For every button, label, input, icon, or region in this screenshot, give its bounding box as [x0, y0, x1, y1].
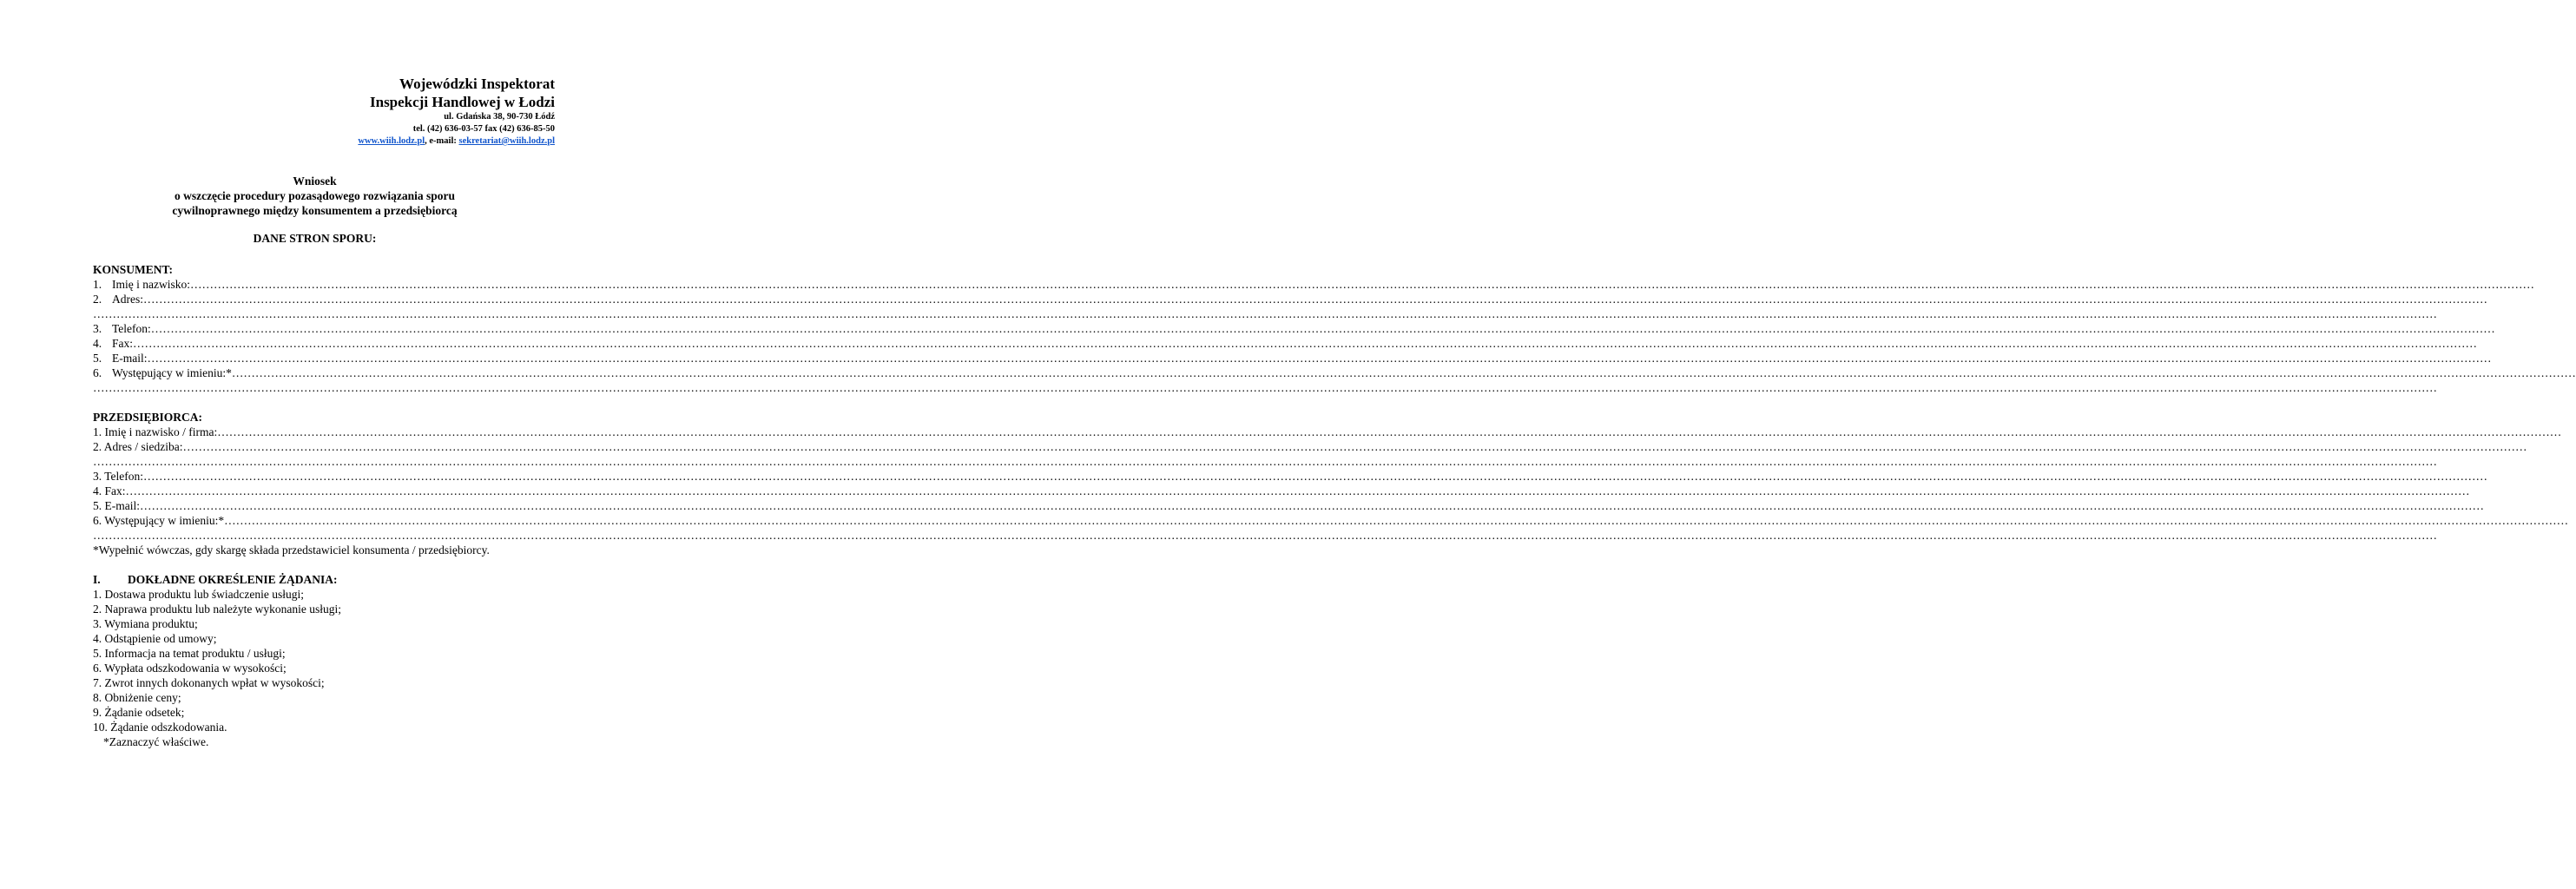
email-label: , e-mail: — [425, 136, 459, 146]
field-number: 6. — [93, 366, 102, 379]
form-body — [93, 262, 2576, 749]
demand-item: 5. Informacja na temat produktu / usługi; — [93, 647, 286, 660]
org-name-line1: Wojewódzki Inspektorat — [399, 76, 555, 92]
field-fill-line[interactable]: …………………………………………………………………………………………………………………………………………………………………………………………………………………………………………………………………………………………………………………………………………………………………………………………………………………………………………………………………………………………………………………………………………………… — [143, 293, 2487, 306]
field-label: Adres: — [112, 293, 143, 306]
demand-item: 4. Odstąpienie od umowy; — [93, 632, 217, 645]
field-number: 4. — [93, 337, 102, 350]
form-field-row[interactable] — [93, 498, 2484, 513]
form-field-row[interactable] — [93, 528, 2437, 543]
document-title — [0, 174, 629, 218]
field-fill-line[interactable]: …………………………………………………………………………………………………………………………………………………………………………………………………………………………………………………………………………………………………………………………………………………………………………………………………………………………………………………………………………………………………………………………………………………… — [93, 381, 2437, 394]
field-label: 2. Adres / siedziba: — [93, 440, 183, 453]
demand-item: 3. Wymiana produktu; — [93, 617, 198, 630]
field-label: Fax: — [112, 337, 134, 350]
field-label: 5. E-mail: — [93, 499, 140, 512]
field-number: 5. — [93, 352, 102, 365]
field-number: 3. — [93, 322, 102, 335]
field-label: 4. Fax: — [93, 484, 126, 497]
letterhead — [358, 75, 555, 148]
org-name-line2: Inspekcji Handlowej w Łodzi — [370, 94, 555, 110]
field-fill-line[interactable]: …………………………………………………………………………………………………………………………………………………………………………………………………………………………………………………………………………………………………………………………………………………………………………………………………………………………………………………………………………………………………………………………………………………… — [143, 470, 2488, 483]
field-label: E-mail: — [112, 352, 148, 365]
demand-item: 6. Wypłata odszkodowania w wysokości; — [93, 662, 287, 675]
consumer-heading: KONSUMENT: — [93, 263, 174, 276]
demands-heading-text: DOKŁADNE OKREŚLENIE ŻĄDANIA: — [128, 573, 338, 586]
demand-item: 10. Żądanie odszkodowania. — [93, 721, 227, 734]
form-field-row[interactable] — [93, 351, 2492, 365]
demand-list — [93, 587, 557, 734]
consumer-fields — [93, 277, 2576, 395]
section-title: DANE STRON SPORU: — [253, 232, 377, 245]
demand-item: 7. Zwrot innych dokonanych wpłat w wysokości; — [93, 676, 325, 689]
field-label: Występujący w imieniu:* — [112, 366, 232, 379]
field-fill-line[interactable]: …………………………………………………………………………………………………………………………………………………………………………………………………………………………………………………………………………………………………………………………………………………………………………………………………………………………………………………………………………………………………………………………………………………… — [93, 307, 2437, 320]
form-field-row[interactable] — [93, 277, 2534, 292]
field-fill-line[interactable]: …………………………………………………………………………………………………………………………………………………………………………………………………………………………………………………………………………………………………………………………………………………………………………………………………………………………………………………………………………………………………………………………………………………… — [150, 322, 2495, 335]
field-fill-line[interactable]: …………………………………………………………………………………………………………………………………………………………………………………………………………………………………………………………………………………………………………………………………………………………………………………………………………………………………………………………………………………………………………………………………………………… — [231, 366, 2576, 379]
demand-item: 8. Obniżenie ceny; — [93, 691, 181, 704]
field-fill-line[interactable]: …………………………………………………………………………………………………………………………………………………………………………………………………………………………………………………………………………………………………………………………………………………………………………………………………………………………………………………………………………………………………………………………………………………… — [189, 278, 2534, 291]
form-field-row[interactable] — [93, 439, 2527, 454]
demands-roman: I. — [93, 573, 101, 586]
field-label: 6. Występujący w imieniu:* — [93, 514, 225, 527]
form-field-row[interactable] — [93, 380, 2437, 395]
field-number: 2. — [93, 293, 102, 306]
field-fill-line[interactable]: …………………………………………………………………………………………………………………………………………………………………………………………………………………………………………………………………………………………………………………………………………………………………………………………………………………………………………………………………………………………………………………………………………………… — [140, 499, 2484, 512]
form-field-row[interactable] — [93, 336, 2478, 351]
demand-item: 1. Dostawa produktu lub świadczenie usługi; — [93, 588, 304, 601]
demand-item: 2. Naprawa produktu lub należyte wykonanie usługi; — [93, 603, 342, 616]
form-field-row[interactable] — [93, 469, 2488, 484]
email-link[interactable]: sekretariat@wiih.lodz.pl — [458, 136, 555, 146]
form-field-row[interactable] — [93, 454, 2437, 469]
form-field-row[interactable] — [93, 321, 2495, 336]
title-line1: Wniosek — [293, 175, 337, 188]
entrepreneur-fields — [93, 425, 2569, 543]
title-line2: o wszczęcie procedury pozasądowego rozwiązania sporu — [174, 189, 456, 202]
entrepreneur-heading: PRZEDSIĘBIORCA: — [93, 411, 203, 424]
website-link[interactable]: www.wiih.lodz.pl — [358, 136, 425, 146]
field-label: 1. Imię i nazwisko / firma: — [93, 425, 218, 438]
field-fill-line[interactable]: …………………………………………………………………………………………………………………………………………………………………………………………………………………………………………………………………………………………………………………………………………………………………………………………………………………………………………………………………………………………………………………………………………………… — [93, 529, 2437, 542]
demands-heading — [93, 572, 557, 587]
title-line3: cywilnoprawnego między konsumentem a przedsiębiorcą — [172, 204, 458, 217]
org-contact — [358, 135, 555, 148]
form-field-row[interactable] — [93, 292, 2487, 306]
form-field-row[interactable] — [93, 425, 2562, 439]
org-phone: tel. (42) 636-03-57 fax (42) 636-85-50 — [412, 124, 555, 134]
field-fill-line[interactable]: …………………………………………………………………………………………………………………………………………………………………………………………………………………………………………………………………………………………………………………………………………………………………………………………………………………………………………………………………………………………………………………………………………………… — [147, 352, 2492, 365]
form-field-row[interactable] — [93, 306, 2437, 321]
field-label: Telefon: — [112, 322, 151, 335]
field-fill-line[interactable]: …………………………………………………………………………………………………………………………………………………………………………………………………………………………………………………………………………………………………………………………………………………………………………………………………………………………………………………………………………………………………………………………………………………… — [224, 514, 2569, 527]
org-address: ul. Gdańska 38, 90-730 Łódź — [444, 112, 555, 122]
form-field-row[interactable] — [93, 484, 2470, 498]
field-fill-line[interactable]: …………………………………………………………………………………………………………………………………………………………………………………………………………………………………………………………………………………………………………………………………………………………………………………………………………………………………………………………………………………………………………………………………………………… — [217, 425, 2562, 438]
form-field-row[interactable] — [93, 513, 2569, 528]
demand-item: 9. Żądanie odsetek; — [93, 706, 185, 719]
field-fill-line[interactable]: …………………………………………………………………………………………………………………………………………………………………………………………………………………………………………………………………………………………………………………………………………………………………………………………………………………………………………………………………………………………………………………………………………………… — [133, 337, 2478, 350]
field-label: 3. Telefon: — [93, 470, 144, 483]
form-field-row[interactable] — [93, 365, 2576, 380]
field-fill-line[interactable]: …………………………………………………………………………………………………………………………………………………………………………………………………………………………………………………………………………………………………………………………………………………………………………………………………………………………………………………………………………………………………………………………………………………… — [125, 484, 2470, 497]
field-fill-line[interactable]: …………………………………………………………………………………………………………………………………………………………………………………………………………………………………………………………………………………………………………………………………………………………………………………………………………………………………………………………………………………………………………………………………………………… — [182, 440, 2527, 453]
field-label: Imię i nazwisko: — [112, 278, 190, 291]
field-number: 1. — [93, 278, 102, 291]
entrepreneur-footnote: *Wypełnić wówczas, gdy skargę składa przedstawiciel konsumenta / przedsiębiorcy. — [93, 543, 490, 556]
demands-note: *Zaznaczyć właściwe. — [103, 735, 209, 748]
field-fill-line[interactable]: …………………………………………………………………………………………………………………………………………………………………………………………………………………………………………………………………………………………………………………………………………………………………………………………………………………………………………………………………………………………………………………………………………………… — [93, 455, 2437, 468]
